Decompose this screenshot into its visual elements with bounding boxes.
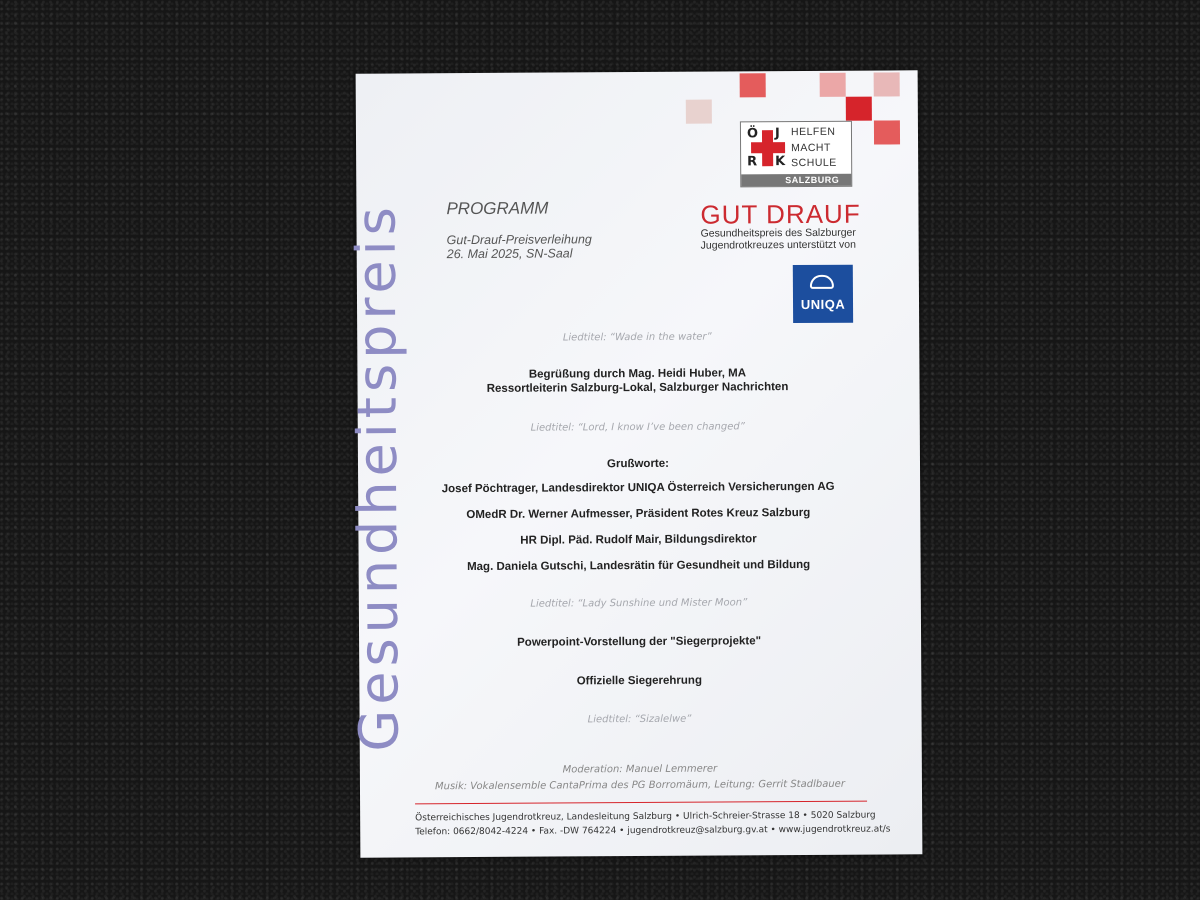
footer-divider — [415, 801, 867, 805]
song-title: Liedtitel: “Sizalelwe” — [587, 713, 692, 726]
uniqa-mark-icon — [810, 275, 834, 289]
ceremony-item: Offizielle Siegerehrung — [576, 674, 702, 688]
logo-letter: K — [775, 154, 786, 170]
moderation-credit: Moderation: Manuel Lemmerer — [562, 763, 718, 776]
logo-slogan — [791, 125, 837, 172]
greetings-heading: Grußworte: — [606, 457, 670, 471]
greeting-speaker: Mag. Daniela Gutschi, Landesrätin für Gesundheit und Bildung — [467, 558, 811, 574]
uniqa-wordmark: UNIQA — [800, 296, 846, 313]
logo-slogan-line: SCHULE — [791, 156, 837, 170]
music-credit: Musik: Vokalensemble CantaPrima des PG Borromäum, Leitung: Gerrit Stadlbauer — [434, 778, 845, 793]
vertical-title: Gesundheitspreis — [344, 202, 411, 752]
greeting-speaker: HR Dipl. Päd. Rudolf Mair, Bildungsdirektor — [520, 533, 757, 547]
event-name: Gut-Drauf-Preisverleihung — [446, 232, 592, 248]
song-title: Liedtitel: “Lady Sunshine und Mister Moon” — [530, 597, 748, 610]
gut-drauf-subtitle-line: Jugendrotkreuzes unterstützt von — [700, 238, 856, 252]
red-cross-icon — [747, 126, 787, 170]
event-date: 26. Mai 2025, SN-Saal — [446, 246, 573, 262]
logo-slogan-line: HELFEN — [790, 125, 836, 139]
presentation-item: Powerpoint-Vorstellung der "Siegerprojekte" — [517, 635, 762, 649]
logo-letter: Ö — [746, 126, 759, 142]
welcome-speaker: Begrüßung durch Mag. Heidi Huber, MA — [528, 367, 747, 381]
decor-square — [820, 73, 846, 97]
logo-region-band: SALZBURG — [741, 174, 851, 187]
programm-heading: PROGRAMM — [446, 198, 549, 219]
event-info — [447, 232, 592, 261]
footer-address: Österreichisches Jugendrotkreuz, Landesleitung Salzburg • Ulrich-Schreier-Strasse 18 • 5020 Salzburg — [415, 810, 876, 824]
song-title: Liedtitel: “Lord, I know I’ve been changed” — [530, 421, 745, 434]
uniqa-logo — [793, 265, 853, 323]
gut-drauf-title: GUT DRAUF — [700, 198, 861, 230]
greeting-speaker: OMedR Dr. Werner Aufmesser, Präsident Rotes Kreuz Salzburg — [466, 506, 811, 522]
decor-square — [846, 97, 872, 121]
song-title: Liedtitel: “Wade in the water” — [562, 331, 712, 344]
logo-letter: J — [774, 126, 780, 142]
gut-drauf-subtitle-line: Gesundheitspreis des Salzburger — [700, 226, 856, 240]
gut-drauf-subtitle — [701, 227, 861, 252]
logo-letter: R — [747, 154, 758, 170]
decor-square — [874, 72, 900, 96]
logo-slogan-line: MACHT — [791, 141, 831, 154]
decor-square — [740, 73, 766, 97]
welcome-speaker-role: Ressortleiterin Salzburg-Lokal, Salzburger Nachrichten — [486, 381, 789, 395]
decor-square — [686, 100, 712, 124]
greeting-speaker: Josef Pöchtrager, Landesdirektor UNIQA Österreich Versicherungen AG — [441, 480, 835, 496]
jugendrotkreuz-logo — [740, 121, 852, 188]
footer-contact: Telefon: 0662/8042-4224 • Fax. -DW 764224 • jugendrotkreuz@salzburg.gv.at • www.jugendrotkreuz.at/s — [415, 824, 891, 838]
decor-square — [874, 120, 900, 144]
program-sheet — [344, 70, 923, 857]
